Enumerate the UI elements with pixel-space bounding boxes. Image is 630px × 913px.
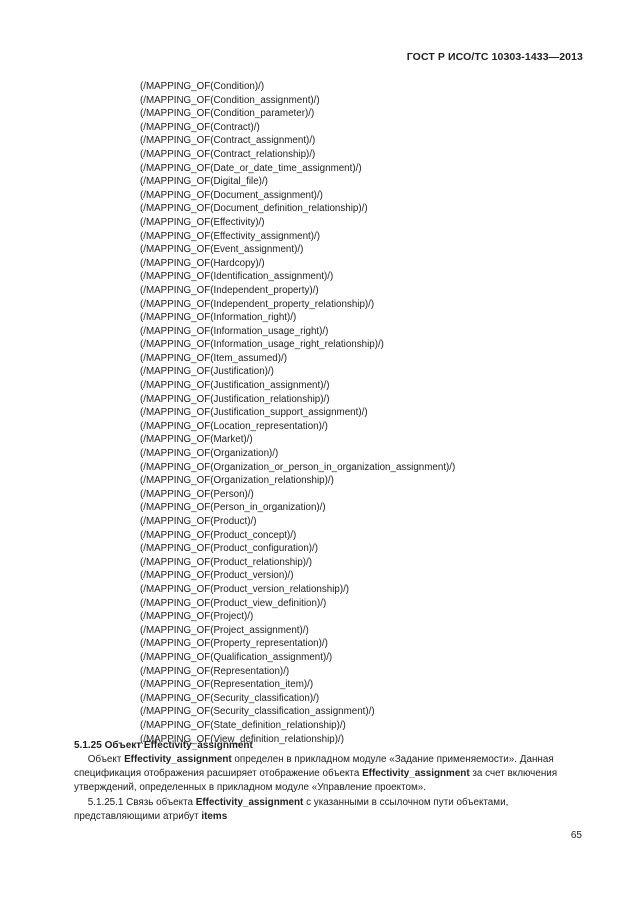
mapping-line: (/MAPPING_OF(Hardcopy)/)	[140, 257, 265, 269]
mapping-line: (/MAPPING_OF(Security_classification_assignment)/)	[140, 706, 375, 718]
mapping-line: (/MAPPING_OF(Justification)/)	[140, 366, 274, 378]
mapping-line: (/MAPPING_OF(Digital_file)/)	[140, 176, 268, 188]
mapping-line: (/MAPPING_OF(Person_in_organization)/)	[140, 502, 326, 514]
mapping-line: (/MAPPING_OF(Information_usage_right_relationship)/)	[140, 339, 384, 351]
mapping-line: (/MAPPING_OF(Organization_relationship)/)	[140, 475, 334, 487]
mapping-line: (/MAPPING_OF(Independent_property_relationship)/)	[140, 298, 375, 310]
mapping-line: (/MAPPING_OF(Document_definition_relationship)/)	[140, 203, 368, 215]
mapping-line: (/MAPPING_OF(Market)/)	[140, 434, 253, 446]
mapping-line: (/MAPPING_OF(Independent_property)/)	[140, 284, 319, 296]
mapping-line: (/MAPPING_OF(Product)/)	[140, 516, 257, 527]
document-header: ГОСТ Р ИСО/ТС 10303-1433—2013	[406, 51, 583, 63]
page-number: 65	[570, 830, 582, 841]
mapping-line: (/MAPPING_OF(Event_assignment)/)	[140, 244, 304, 256]
mapping-line: (/MAPPING_OF(Justification_relationship)/)	[140, 393, 330, 405]
mapping-list	[140, 80, 455, 746]
mapping-line: (/MAPPING_OF(Representation)/)	[140, 665, 290, 677]
mapping-line: (/MAPPING_OF(Organization_or_person_in_organization_assignment)/)	[140, 461, 456, 473]
mapping-line: (/MAPPING_OF(Effectivity)/)	[140, 216, 265, 228]
mapping-line: (/MAPPING_OF(Contract_assignment)/)	[140, 135, 316, 147]
mapping-line: (/MAPPING_OF(Property_representation)/)	[140, 638, 328, 650]
mapping-line: (/MAPPING_OF(Contract_relationship)/)	[140, 148, 316, 160]
mapping-line: (/MAPPING_OF(Condition_parameter)/)	[140, 108, 315, 120]
mapping-line: (/MAPPING_OF(Item_assumed)/)	[140, 352, 287, 364]
mapping-line: (/MAPPING_OF(Project)/)	[140, 611, 254, 623]
mapping-line: (/MAPPING_OF(Justification_assignment)/)	[140, 380, 330, 392]
mapping-line: (/MAPPING_OF(Information_right)/)	[140, 312, 297, 324]
section-paragraph-1: Объект Effectivity_assignment определен в прикладном модуле «Задание применяемости». Данная спецификация отображения расширяет отображение объекта Effectivity_assignment за счет включения утверждений, определенных в прикладном модуле «Управление проектом».	[74, 754, 558, 794]
mapping-line: (/MAPPING_OF(Identification_assignment)/)	[140, 271, 334, 283]
mapping-line: (/MAPPING_OF(Qualification_assignment)/)	[140, 651, 333, 663]
mapping-line: (/MAPPING_OF(Condition)/)	[140, 81, 265, 92]
section-paragraph-2: 5.1.25.1 Связь объекта Effectivity_assignment с указанными в ссылочном пути объектами, представляющими атрибут items	[74, 797, 509, 823]
mapping-line: (/MAPPING_OF(Product_version_relationship)/)	[140, 583, 350, 595]
mapping-line: (/MAPPING_OF(Representation_item)/)	[140, 679, 314, 691]
mapping-line: (/MAPPING_OF(View_definition_relationship)/)	[140, 733, 345, 745]
mapping-line: (/MAPPING_OF(Justification_support_assignment)/)	[140, 407, 368, 419]
mapping-line: (/MAPPING_OF(State_definition_relationship)/)	[140, 719, 346, 731]
mapping-line: (/MAPPING_OF(Organization)/)	[140, 448, 279, 460]
mapping-line: (/MAPPING_OF(Date_or_date_time_assignment)/)	[140, 162, 362, 174]
section-heading: 5.1.25 Объект Effectivity_assignment	[74, 740, 253, 751]
mapping-line: (/MAPPING_OF(Project_assignment)/)	[140, 624, 309, 636]
mapping-line: (/MAPPING_OF(Effectivity_assignment)/)	[140, 230, 321, 242]
mapping-line: (/MAPPING_OF(Product_view_definition)/)	[140, 597, 327, 609]
mapping-line: (/MAPPING_OF(Document_assignment)/)	[140, 189, 323, 201]
mapping-line: (/MAPPING_OF(Product_relationship)/)	[140, 556, 313, 568]
mapping-line: (/MAPPING_OF(Product_configuration)/)	[140, 543, 319, 555]
mapping-line: (/MAPPING_OF(Contract)/)	[140, 121, 260, 133]
mapping-line: (/MAPPING_OF(Information_usage_right)/)	[140, 325, 329, 337]
mapping-line: (/MAPPING_OF(Location_representation)/)	[140, 420, 328, 432]
mapping-line: (/MAPPING_OF(Condition_assignment)/)	[140, 94, 320, 106]
mapping-line: (/MAPPING_OF(Product_version)/)	[140, 570, 294, 582]
mapping-line: (/MAPPING_OF(Product_concept)/)	[140, 529, 297, 541]
mapping-line: (/MAPPING_OF(Security_classification)/)	[140, 692, 320, 704]
mapping-line: (/MAPPING_OF(Person)/)	[140, 488, 254, 500]
